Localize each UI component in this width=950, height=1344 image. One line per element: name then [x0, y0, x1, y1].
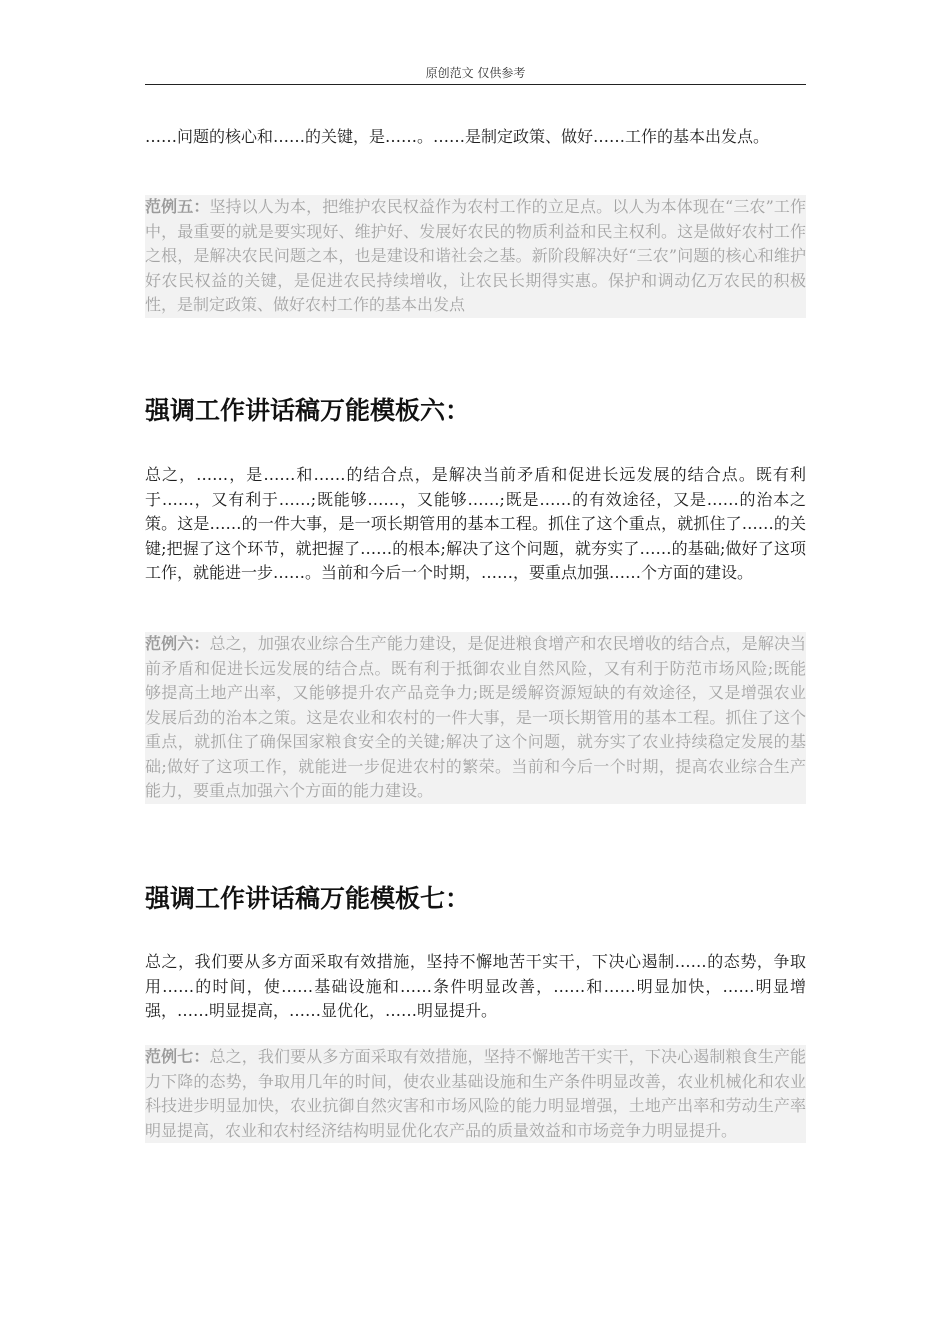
- example-5-label: 范例五：: [145, 197, 210, 216]
- example-6-text: 总之，加强农业综合生产能力建设，是促进粮食增产和农民增收的结合点，是解决当前矛盾和促进长远发展的结合点。既有利于抵御农业自然风险，又有利于防范市场风险;既能够提高土地产出率，又能够提升农产品竞争力;既是缓解资源短缺的有效途径，又是增强农业发展后劲的治本之策。这是农业和农村的一件大事，是一项长期管用的基本工程。抓住了这个重点，就抓住了确保国家粮食安全的关键;解决了这个问题，就夯实了农业持续稳定发展的基础;做好了这项工作，就能进一步促进农村的繁荣。当前和今后一个时期，提高农业综合生产能力，要重点加强六个方面的能力建设。: [145, 634, 806, 800]
- example-6-box: [145, 632, 806, 804]
- example-7-text: 总之，我们要从多方面采取有效措施，坚持不懈地苦干实干，下决心遏制粮食生产能力下降的态势，争取用几年的时间，使农业基础设施和生产条件明显改善，农业机械化和农业科技进步明显加快，农业抗御自然灾害和市场风险的能力明显增强，土地产出率和劳动生产率明显提高，农业和农村经济结构明显优化农产品的质量效益和市场竞争力明显提升。: [145, 1047, 806, 1140]
- example-7-box: [145, 1045, 806, 1143]
- section-6-heading: 强调工作讲话稿万能模板六：: [145, 396, 471, 425]
- intro-paragraph: ……问题的核心和……的关键，是……。……是制定政策、做好……工作的基本出发点。: [145, 127, 770, 146]
- section-7-body: 总之，我们要从多方面采取有效措施，坚持不懈地苦干实干，下决心遏制……的态势，争取用……的时间，使……基础设施和……条件明显改善，……和……明显加快，……明显增强，……明显提高，……显优化，……明显提升。: [145, 952, 806, 1020]
- section-6-body: 总之，……，是……和……的结合点，是解决当前矛盾和促进长远发展的结合点。既有利于……，又有利于……;既能够……，又能够……;既是……的有效途径，又是……的治本之策。这是……的一件大事，是一项长期管用的基本工程。抓住了这个重点，就抓住了……的关键;把握了这个环节，就把握了……的根本;解决了这个问题，就夯实了……的基础;做好了这项工作，就能进一步……。当前和今后一个时期，……，要重点加强……个方面的建设。: [145, 465, 806, 582]
- page-header: 原创范文 仅供参考: [145, 64, 806, 85]
- section-7-heading: 强调工作讲话稿万能模板七：: [145, 884, 471, 913]
- example-5-text: 坚持以人为本，把维护农民权益作为农村工作的立足点。以人为本体现在“三农”工作中，最重要的就是要实现好、维护好、发展好农民的物质利益和民主权利。这是做好农村工作之根，是解决农民问题之本，也是建设和谐社会之基。新阶段解决好“三农”问题的核心和维护好农民权益的关键，是促进农民持续增收，让农民长期得实惠。保护和调动亿万农民的积极性，是制定政策、做好农村工作的基本出发点: [145, 197, 806, 314]
- example-7-label: 范例七：: [145, 1047, 210, 1066]
- example-5-box: [145, 195, 806, 318]
- example-6-label: 范例六：: [145, 634, 210, 653]
